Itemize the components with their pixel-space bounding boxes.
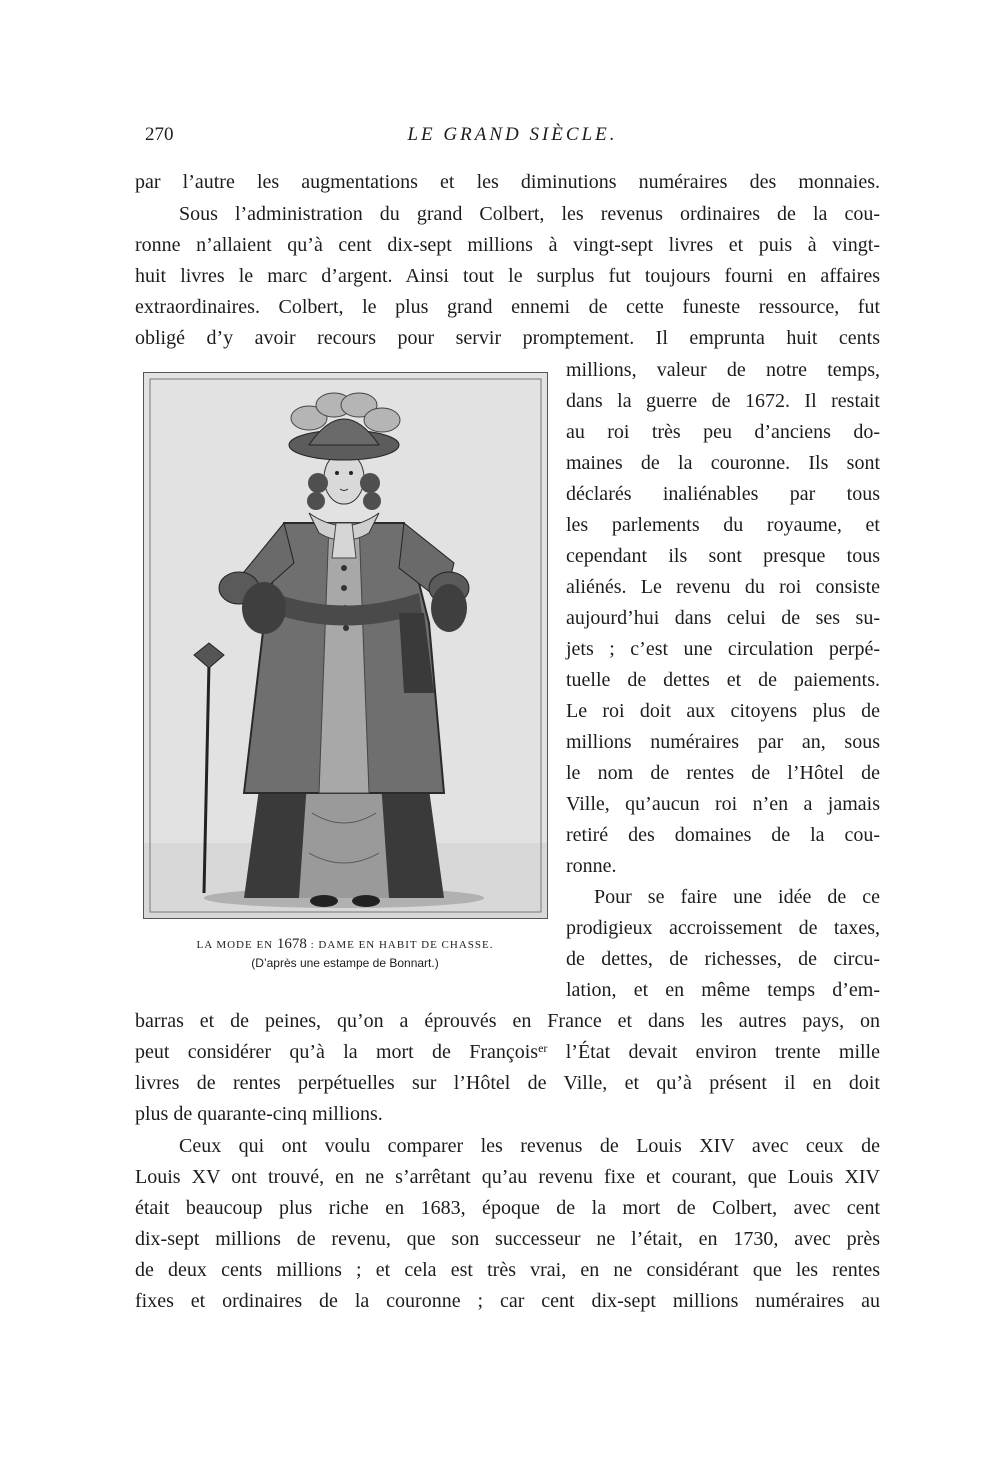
- text-line: ronne.: [566, 855, 617, 877]
- text-line: retiré des domaines de la cou-: [566, 824, 880, 846]
- text-line: Ville, qu’aucun roi n’en a jamais: [566, 793, 880, 815]
- running-header: [145, 124, 880, 154]
- text-line: dix-sept millions de revenu, que son successeur ne l’était, en 1730, avec près: [135, 1228, 880, 1250]
- figure-caption: LA MODE EN 1678 : DAME EN HABIT DE CHASSE.: [196, 936, 494, 952]
- text-line: le nom de rentes de l’Hôtel de: [566, 762, 880, 784]
- text-line: maines de la couronne. Ils sont: [566, 452, 880, 474]
- text-line: les parlements du royaume, et: [566, 514, 880, 536]
- text-line: tuelle de dettes et de paiements.: [566, 669, 880, 691]
- text-line: obligé d’y avoir recours pour servir promptement. Il emprunta huit cents: [135, 327, 880, 349]
- text-line: ronne n’allaient qu’à cent dix-sept millions à vingt-sept livres et puis à vingt-: [135, 234, 880, 256]
- text-line: livres de rentes perpétuelles sur l’Hôtel de Ville, et qu’à présent il en doit: [135, 1072, 880, 1094]
- text-line: Sous l’administration du grand Colbert, les revenus ordinaires de la cou-: [179, 203, 880, 225]
- page-number: 270: [145, 124, 174, 145]
- lady-in-hunting-habit-illustration: [144, 373, 547, 918]
- text-line: jets ; c’est une circulation perpé-: [566, 638, 880, 660]
- text-line: Ceux qui ont voulu comparer les revenus de Louis XIV avec ceux de: [179, 1135, 880, 1157]
- text-line: de dettes, de richesses, de circu-: [566, 948, 880, 970]
- text-line: millions, valeur de notre temps,: [566, 359, 880, 381]
- text-line: aujourd’hui dans celui de ses su-: [566, 607, 880, 629]
- text-line: peut considérer qu’à la mort de François$^{er}$ l’État devait environ trente mille: [135, 1041, 880, 1063]
- text-line: lation, et en même temps d’em-: [566, 979, 880, 1001]
- text-line: aliénés. Le revenu du roi consiste: [566, 576, 880, 598]
- figure-credit: (D’après une estampe de Bonnart.): [251, 956, 439, 970]
- text-line: Louis XV ont trouvé, en ne s’arrêtant qu’au revenu fixe et courant, que Louis XIV: [135, 1166, 880, 1188]
- text-line: Le roi doit aux citoyens plus de: [566, 700, 880, 722]
- text-line: cependant ils sont presque tous: [566, 545, 880, 567]
- text-line: déclarés inaliénables par tous: [566, 483, 880, 505]
- text-line: au roi très peu d’anciens do-: [566, 421, 880, 443]
- text-line: était beaucoup plus riche en 1683, époque de la mort de Colbert, avec cent: [135, 1197, 880, 1219]
- text-line: extraordinaires. Colbert, le plus grand ennemi de cette funeste ressource, fut: [135, 296, 880, 318]
- text-line: millions numéraires par an, sous: [566, 731, 880, 753]
- text-line: prodigieux accroissement de taxes,: [566, 917, 880, 939]
- text-line: de deux cents millions ; et cela est très vrai, en ne considérant que les rentes: [135, 1259, 880, 1281]
- text-line: huit livres le marc d’argent. Ainsi tout le surplus fut toujours fourni en affaires: [135, 265, 880, 287]
- text-line: barras et de peines, qu’on a éprouvés en France et dans les autres pays, on: [135, 1010, 880, 1032]
- text-line: Pour se faire une idée de ce: [594, 886, 880, 908]
- engraving-figure: [143, 372, 548, 919]
- text-line: plus de quarante-cinq millions.: [135, 1103, 383, 1125]
- text-line: dans la guerre de 1672. Il restait: [566, 390, 880, 412]
- text-line: par l’autre les augmentations et les diminutions numéraires des monnaies.: [135, 171, 880, 193]
- running-title: LE GRAND SIÈCLE.: [407, 124, 618, 145]
- text-line: fixes et ordinaires de la couronne ; car cent dix-sept millions numéraires au: [135, 1290, 880, 1312]
